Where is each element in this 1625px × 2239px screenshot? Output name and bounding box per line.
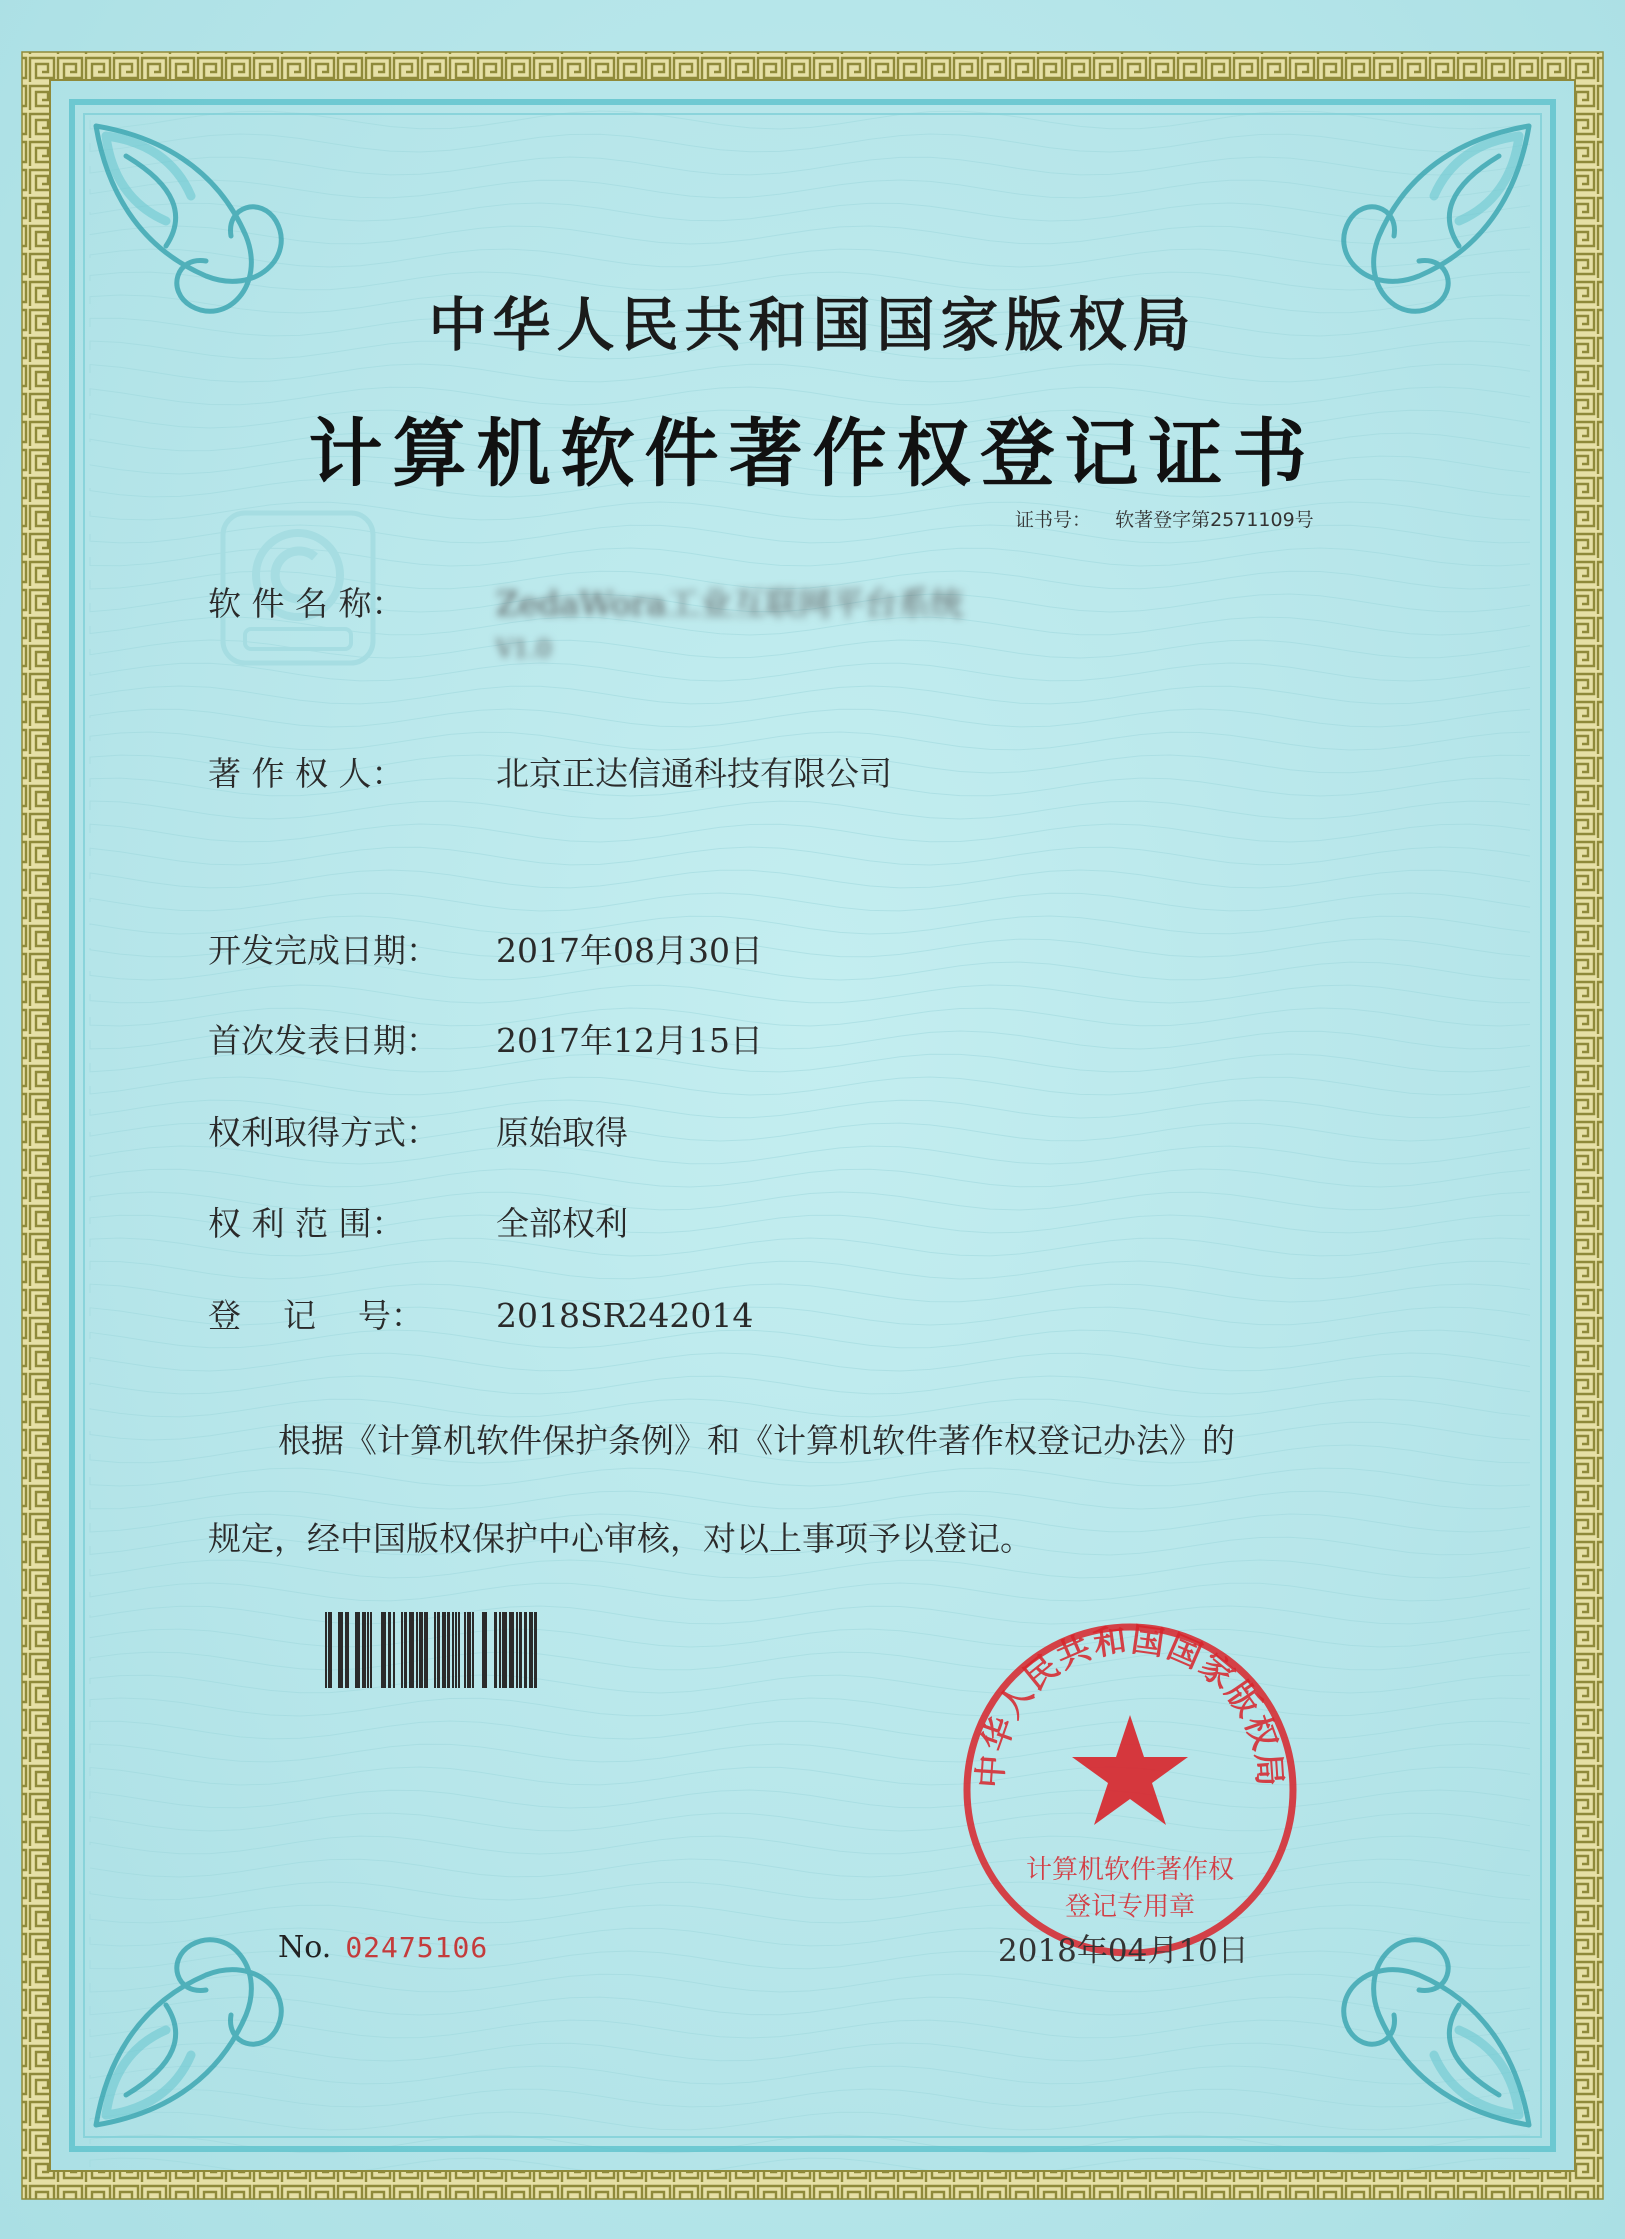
seal-ring-text: 中华人民共和国国家版权局 bbox=[970, 1619, 1290, 1790]
field-software-name bbox=[208, 578, 963, 625]
completion-date-value: 2017年08月30日 bbox=[496, 931, 763, 970]
statement-line-1: 根据《计算机软件保护条例》和《计算机软件著作权登记办法》的 bbox=[278, 1421, 1235, 1460]
serial-value: 02475106 bbox=[345, 1931, 489, 1964]
field-label: 开发完成日期： bbox=[208, 931, 439, 970]
copyright-owner-value: 北京正达信通科技有限公司 bbox=[496, 754, 892, 793]
certificate-number bbox=[1015, 505, 1314, 532]
field-label: 权 利 范 围： bbox=[208, 1204, 405, 1243]
field-rights-scope bbox=[208, 1198, 628, 1245]
serial-prefix: No. bbox=[278, 1930, 332, 1965]
publication-date-value: 2017年12月15日 bbox=[496, 1021, 763, 1060]
field-registration-number bbox=[208, 1290, 753, 1337]
statement-line-2: 规定，经中国版权保护中心审核，对以上事项予以登记。 bbox=[208, 1519, 1033, 1558]
barcode bbox=[325, 1612, 557, 1688]
serial-number bbox=[278, 1930, 488, 1965]
issuing-authority: 中华人民共和国国家版权局 bbox=[428, 291, 1197, 359]
field-label: 软 件 名 称： bbox=[208, 584, 405, 623]
registration-number-value: 2018SR242014 bbox=[496, 1296, 754, 1335]
official-seal bbox=[955, 1615, 1305, 1965]
field-label: 首次发表日期： bbox=[208, 1021, 439, 1060]
certificate-number-label: 证书号： bbox=[1015, 509, 1092, 531]
field-completion-date bbox=[208, 925, 763, 972]
software-version-value: V1.0 bbox=[496, 635, 552, 663]
issue-date: 2018年04月10日 bbox=[998, 1933, 1249, 1969]
certificate-number-value: 软著登字第2571109号 bbox=[1115, 509, 1314, 531]
seal-line-2: 登记专用章 bbox=[1064, 1892, 1196, 1922]
field-software-version bbox=[208, 626, 552, 665]
field-label: 权利取得方式： bbox=[208, 1113, 439, 1152]
field-copyright-owner bbox=[208, 748, 892, 795]
seal-line-1: 计算机软件著作权 bbox=[1025, 1855, 1235, 1885]
rights-scope-value: 全部权利 bbox=[496, 1204, 628, 1243]
field-publication-date bbox=[208, 1015, 763, 1062]
field-label: 著 作 权 人： bbox=[208, 754, 405, 793]
field-label: 登 记 号： bbox=[208, 1296, 424, 1335]
software-name-value: ZedaWora工业互联网平台系统 bbox=[496, 584, 964, 623]
field-acquisition-method bbox=[208, 1107, 628, 1154]
acquisition-method-value: 原始取得 bbox=[496, 1113, 628, 1152]
certificate-title: 计算机软件著作权登记证书 bbox=[308, 411, 1317, 497]
